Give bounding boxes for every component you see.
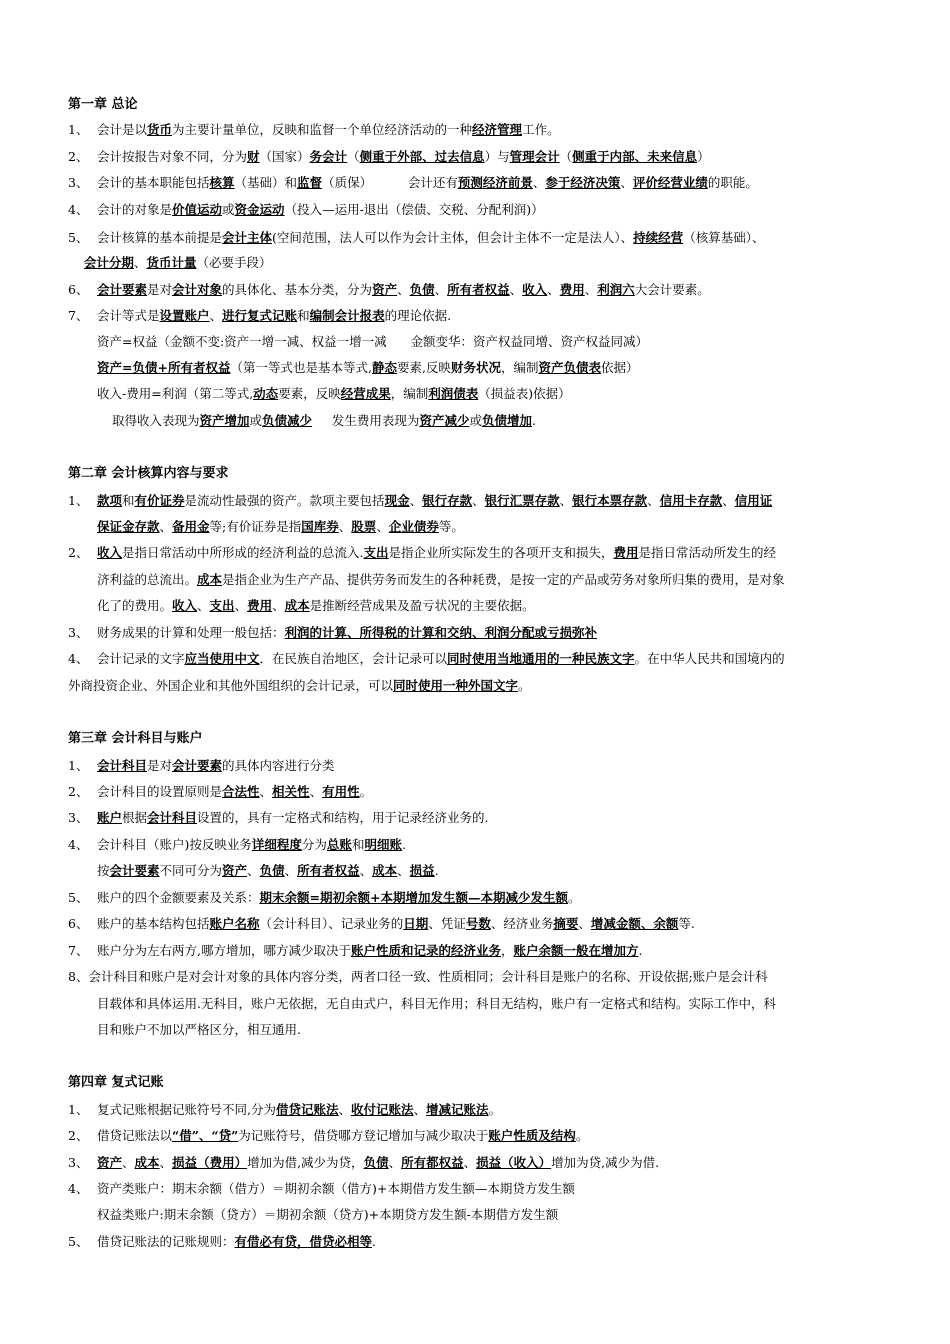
key-term: 款项 xyxy=(97,493,123,508)
text-run: . xyxy=(434,863,439,878)
paragraph-line xyxy=(97,596,535,616)
key-term: 支出 xyxy=(209,598,235,613)
text-run: 分为 xyxy=(301,837,327,852)
chapter-title: 第三章 会计科目与账户 xyxy=(68,731,203,746)
key-term: 负债增加 xyxy=(481,413,532,428)
key-term: 日期 xyxy=(403,916,429,931)
key-term: 详细程度 xyxy=(251,837,302,852)
key-term: 损益（收入） xyxy=(476,1155,552,1170)
paragraph-line xyxy=(68,120,560,140)
paragraph-line xyxy=(97,861,439,881)
text-run: 借贷记账法的记账规则： xyxy=(97,1234,235,1249)
key-term: 静态 xyxy=(371,360,397,375)
text-run: 、 xyxy=(397,282,410,297)
text-run: 会计科目（账户)按反映业务 xyxy=(97,837,252,852)
text-run: 或 xyxy=(222,202,235,217)
text-run: 、 xyxy=(376,519,389,534)
text-run: 。 xyxy=(567,890,581,905)
text-run: 、 xyxy=(247,863,260,878)
text-run: 要素,反映 xyxy=(396,360,451,375)
text-run: 是流动性最强的资产。款项主要包括 xyxy=(184,493,385,508)
text-run: 资产类账户：期末余额（借方）＝期初余额（借方)+本期借方发生额—本期贷方发生额 xyxy=(97,1181,575,1196)
text-run: 的具体化、基本分类，分为 xyxy=(222,282,373,297)
paragraph-line xyxy=(68,491,772,511)
text-run: （国家） xyxy=(259,149,310,164)
text-run: （会计科目）、记录业务的 xyxy=(259,916,404,931)
text-run: 、 xyxy=(159,519,173,534)
text-run: 是指企业为生产产品、提供劳务而发生的各种耗费，是按一定的产品或劳务对象所归集的费用，是对象 xyxy=(222,572,785,587)
text-run: . xyxy=(531,413,536,428)
text-run: 和 xyxy=(351,837,365,852)
key-term: 资金运动 xyxy=(234,202,285,217)
text-run: （核算基础）、 xyxy=(683,230,765,245)
text-run: 或 xyxy=(249,413,263,428)
text-run: 收入-费用=利润（第二等式, xyxy=(97,386,254,401)
key-term: 收入 xyxy=(522,282,548,297)
text-run: 大会计要素。 xyxy=(634,282,710,297)
paragraph-line xyxy=(97,358,639,378)
text-run: 依据） xyxy=(600,360,639,375)
item-number: 4、 xyxy=(68,202,89,217)
paragraph-line xyxy=(97,332,648,352)
text-run: 。 xyxy=(575,1128,589,1143)
key-term: 负债 xyxy=(259,863,285,878)
text-run: ．在民族自治地区，会计记录可以 xyxy=(259,651,448,666)
text-run xyxy=(68,255,84,270)
text-run: 复式记账根据记账符号不同,分为 xyxy=(97,1102,276,1117)
key-term: 备用金 xyxy=(172,519,210,534)
text-run: . xyxy=(638,943,643,958)
key-term: 进行复式记账 xyxy=(222,308,298,323)
key-term: 会计要素 xyxy=(97,282,148,297)
key-term: 负债 xyxy=(409,282,435,297)
key-term: 银行汇票存款 xyxy=(484,493,560,508)
text-run: 。 xyxy=(359,784,373,799)
key-term: 损益 xyxy=(409,863,435,878)
chapter-title: 第四章 复式记账 xyxy=(68,1075,164,1090)
item-number: 2、 xyxy=(68,1128,89,1143)
text-run: 会计按报告对象不同，分为 xyxy=(97,149,248,164)
paragraph-line xyxy=(68,1179,575,1199)
item-number: 5、 xyxy=(68,890,89,905)
paragraph-line xyxy=(68,280,710,300)
key-term: 会计对象 xyxy=(172,282,223,297)
item-number: 4、 xyxy=(68,837,89,852)
key-term: 资产 xyxy=(222,863,248,878)
paragraph-line xyxy=(97,1205,558,1225)
text-run: 账户的四个金额要素及关系： xyxy=(97,890,260,905)
key-term: 经济管理 xyxy=(472,122,523,137)
text-run: 、 xyxy=(722,493,735,508)
key-term: 信用证 xyxy=(734,493,773,508)
key-term: 侧重于外部、过去信息 xyxy=(359,149,485,164)
key-term: 会计要素 xyxy=(172,758,223,773)
text-run: 的理论依据. xyxy=(384,308,452,323)
item-number: 2、 xyxy=(68,149,89,164)
key-term: 侧重于内部、未来信息 xyxy=(572,149,698,164)
text-run: 是指日常活动中所形成的经济利益的总流入. xyxy=(122,545,364,560)
text-run: 。 xyxy=(488,1102,502,1117)
text-run: 增加为贷,减少为借. xyxy=(551,1155,660,1170)
key-term: 动态 xyxy=(253,386,279,401)
text-run: （基础）和 xyxy=(234,175,298,190)
text-run: . xyxy=(372,1234,377,1249)
item-number: 6、 xyxy=(68,282,89,297)
key-term: 银行存款 xyxy=(422,493,473,508)
text-run: 目和账户不加以严格区分，相互通用. xyxy=(97,1022,301,1037)
text-run: ，编制 xyxy=(500,360,539,375)
paragraph-line xyxy=(68,1100,501,1120)
paragraph-line xyxy=(97,1020,301,1040)
paragraph-line xyxy=(68,782,372,802)
text-run: 、 xyxy=(122,1155,135,1170)
key-term: 摘要 xyxy=(553,916,579,931)
text-run: 是指企业所实际发生的各项开支和损失， xyxy=(388,545,614,560)
key-term: 成本 xyxy=(134,1155,160,1170)
text-run: 会计是以 xyxy=(97,122,148,137)
text-run: 、 xyxy=(532,175,546,190)
key-term: 资产减少 xyxy=(419,413,470,428)
key-term: 财 xyxy=(247,149,260,164)
text-run: 会计科目的设置原则是 xyxy=(97,784,223,799)
key-term: 预测经济前景 xyxy=(457,175,533,190)
item-number: 1、 xyxy=(68,1102,89,1117)
text-run: 要素，反映 xyxy=(278,386,341,401)
paragraph-line xyxy=(68,835,406,855)
text-run: ） xyxy=(697,149,710,164)
key-term: 费用 xyxy=(559,282,585,297)
paragraph-line xyxy=(97,570,785,590)
text-run: (空间范围，法人可以作为会计主体，但会计主体不一定是法人）、 xyxy=(272,230,634,245)
paragraph-line xyxy=(97,384,571,404)
text-run: 、 xyxy=(197,598,210,613)
text-run: 、 xyxy=(413,1102,427,1117)
key-term: 增减记账法 xyxy=(426,1102,489,1117)
paragraph-line xyxy=(68,200,544,220)
text-run: . xyxy=(401,837,406,852)
key-term: 账户名称 xyxy=(209,916,260,931)
paragraph-line xyxy=(68,1153,659,1173)
text-run: 。在中华人民共和国境内的 xyxy=(634,651,785,666)
paragraph-line xyxy=(68,649,785,669)
text-run: 财务成果的计算和处理一般包括： xyxy=(97,625,285,640)
text-run: 、 xyxy=(359,863,373,878)
key-term: 编制会计报表 xyxy=(309,308,385,323)
text-run: 资产=权益（金额不变:资产一增一减、权益一增一减 金额变华：资产权益同增、资产权益同减） xyxy=(97,334,649,349)
paragraph-line xyxy=(68,756,335,776)
chapter-title: 第一章 总论 xyxy=(68,97,138,112)
key-term: 合法性 xyxy=(222,784,260,799)
key-term: 号数 xyxy=(465,916,491,931)
text-run: 、 xyxy=(509,282,523,297)
text-run: ）与 xyxy=(484,149,510,164)
text-run: 为主要计量单位，反映和监督一个单位经济活动的一种 xyxy=(172,122,473,137)
item-number: 6、 xyxy=(68,916,89,931)
text-run: 工作。 xyxy=(522,122,560,137)
text-run: 等。 xyxy=(438,519,464,534)
key-term: 总账 xyxy=(326,837,352,852)
paragraph-line xyxy=(68,676,531,696)
text-run: 是对 xyxy=(147,758,173,773)
text-run: 、 xyxy=(259,784,273,799)
key-term: 股票 xyxy=(351,519,377,534)
text-run: （ xyxy=(347,149,360,164)
text-run: 、 xyxy=(472,493,485,508)
key-term: 企业债券 xyxy=(388,519,439,534)
text-run: 、 xyxy=(463,1155,477,1170)
key-term: 银行本票存款 xyxy=(572,493,648,508)
text-run: （必要手段） xyxy=(196,255,272,270)
paragraph-line xyxy=(68,967,768,987)
text-run: （质保） 会计还有 xyxy=(322,175,458,190)
text-run: 、经济业务 xyxy=(490,916,554,931)
key-term: 增减金额、余额 xyxy=(590,916,679,931)
key-term: 货币计量 xyxy=(146,255,197,270)
item-number: 3、 xyxy=(68,810,89,825)
text-run: 账户的基本结构包括 xyxy=(97,916,210,931)
key-term: 保证金存款 xyxy=(97,519,160,534)
text-run: 、 xyxy=(647,493,660,508)
text-run: 会计等式是 xyxy=(97,308,160,323)
key-term: 期末余额=期初余额+本期增加发生额—本期减少发生额 xyxy=(259,890,568,905)
item-number: 1、 xyxy=(68,758,89,773)
paragraph-line xyxy=(68,173,758,193)
text-run: 和 xyxy=(297,308,310,323)
key-term: 会计要素 xyxy=(109,863,160,878)
key-term: 明细账 xyxy=(364,837,402,852)
item-number: 5、 xyxy=(68,230,89,245)
paragraph-line xyxy=(68,888,580,908)
text-run: 账户分为左右两方,哪方增加，哪方减少取决于 xyxy=(97,943,351,958)
key-term: 经营成果 xyxy=(340,386,391,401)
paragraph-line xyxy=(68,306,451,326)
item-number: 1、 xyxy=(68,122,89,137)
key-term: 评价经营业绩 xyxy=(632,175,708,190)
text-run: 或 xyxy=(469,413,482,428)
text-run: 济利益的总流出。 xyxy=(97,572,198,587)
key-term: 同时使用一种外国文字 xyxy=(393,678,519,693)
key-term: 同时使用当地通用的一种民族文字 xyxy=(447,651,635,666)
key-term: 现金 xyxy=(384,493,410,508)
text-run: ， xyxy=(501,943,514,958)
key-term: 收入 xyxy=(172,598,198,613)
text-run: 的职能。 xyxy=(707,175,758,190)
item-number: 4、 xyxy=(68,651,89,666)
text-run: （ xyxy=(559,149,573,164)
paragraph-line xyxy=(68,228,764,248)
text-run: 目载体和具体运用.无科目，账户无依据，无自由式户，科目无作用；科目无结构，账户有一定格式和结构。实际工作中，科 xyxy=(97,996,776,1011)
key-term: 持续经营 xyxy=(633,230,684,245)
key-term: 收付记账法 xyxy=(351,1102,414,1117)
key-term: 价值运动 xyxy=(172,202,223,217)
key-term: 账户性质及结构 xyxy=(488,1128,576,1143)
text-run: 、 xyxy=(338,519,352,534)
item-number: 3、 xyxy=(68,1155,89,1170)
paragraph-line xyxy=(68,941,643,961)
key-term: 损益（费用） xyxy=(172,1155,248,1170)
item-number: 4、 xyxy=(68,1181,89,1196)
paragraph-line xyxy=(68,1126,588,1146)
key-term: 支出 xyxy=(363,545,389,560)
text-run: 、 xyxy=(388,1155,402,1170)
key-term: 账户性质和记录的经济业务 xyxy=(350,943,501,958)
paragraph-line xyxy=(68,543,776,563)
key-term: 负债 xyxy=(363,1155,389,1170)
item-number: 2、 xyxy=(68,545,89,560)
text-run: 权益类账户:期末余额（贷方）＝期初余额（贷方)+本期贷方发生额-本期借方发生额 xyxy=(97,1207,559,1222)
key-term: 利润六 xyxy=(597,282,635,297)
text-run: 根据 xyxy=(122,810,148,825)
key-term: 账户余额一般在增加方 xyxy=(513,943,639,958)
text-run: 等. xyxy=(678,916,695,931)
text-run: 会计记录的文字 xyxy=(97,651,185,666)
text-run: 、 xyxy=(584,282,598,297)
text-run: 、 xyxy=(620,175,633,190)
paragraph-line xyxy=(97,517,464,537)
text-run: 是对 xyxy=(147,282,173,297)
key-term: 会计科目 xyxy=(147,810,198,825)
text-run: （第一等式也是基本等式, xyxy=(230,360,372,375)
text-run: 、 xyxy=(397,863,410,878)
key-term: 费用 xyxy=(247,598,273,613)
text-run: 设置的，具有一定格式和结构，用于记录经济业务的. xyxy=(197,810,489,825)
text-run: 按 xyxy=(97,863,110,878)
text-run: 、 xyxy=(409,493,423,508)
text-run: 、 xyxy=(578,916,591,931)
text-run: 、 xyxy=(209,308,223,323)
text-run: 、 xyxy=(159,1155,173,1170)
key-term: 利润的计算、所得税的计算和交纳、利润分配或亏损弥补 xyxy=(284,625,598,640)
text-run: 取得收入表现为 xyxy=(112,413,200,428)
text-run: 会计核算的基本前提是 xyxy=(97,230,223,245)
text-run: 为记账符号，借贷哪方登记增加与减少取决于 xyxy=(238,1128,489,1143)
text-run: ，编制 xyxy=(390,386,429,401)
key-term: 借贷记账法 xyxy=(275,1102,339,1117)
key-term: 监督 xyxy=(297,175,323,190)
key-term: 成本 xyxy=(372,863,398,878)
text-run: 增加为借,减少为贷， xyxy=(247,1155,364,1170)
text-run: 、 xyxy=(547,282,560,297)
key-term: 设置账户 xyxy=(159,308,210,323)
item-number: 3、 xyxy=(68,175,89,190)
paragraph-line xyxy=(68,1232,376,1252)
text-run: 。 xyxy=(518,678,531,693)
text-run: （投入—运用-退出（偿债、交税、分配利润)） xyxy=(284,202,544,217)
key-term: 管理会计 xyxy=(509,149,560,164)
text-run: 外商投资企业、外国企业和其他外国组织的会计记录，可以 xyxy=(68,678,394,693)
text-run: 借贷记账法以 xyxy=(97,1128,173,1143)
chapter-title: 第二章 会计核算内容与要求 xyxy=(68,466,229,481)
key-term: 有借必有贷，借贷必相等 xyxy=(234,1234,373,1249)
key-term: 核算 xyxy=(209,175,235,190)
key-term: 会计主体 xyxy=(222,230,273,245)
text-run: 、 xyxy=(272,598,285,613)
text-run: 、 xyxy=(559,493,573,508)
key-term: 资产增加 xyxy=(199,413,250,428)
key-term: 会计科目 xyxy=(97,758,148,773)
key-term: 参于经济决策 xyxy=(545,175,621,190)
key-term: 负债减少 xyxy=(262,413,313,428)
key-term: 货币 xyxy=(147,122,173,137)
key-term: 信用卡存款 xyxy=(659,493,723,508)
key-term: 应当使用中文 xyxy=(184,651,260,666)
text-run: （损益表)依据） xyxy=(478,386,571,401)
paragraph-line xyxy=(68,623,597,643)
key-term: 所有者权益 xyxy=(447,282,510,297)
paragraph-line xyxy=(97,994,776,1014)
key-term: 资产 xyxy=(97,1155,123,1170)
text-run: 、 xyxy=(284,863,298,878)
key-term: 资产负债表 xyxy=(538,360,601,375)
key-term: 成本 xyxy=(284,598,310,613)
text-run: 发生费用表现为 xyxy=(312,413,420,428)
paragraph-line xyxy=(112,411,536,431)
key-term: 会计分期 xyxy=(83,255,134,270)
paragraph-line xyxy=(68,808,489,828)
item-number: 7、 xyxy=(68,943,89,958)
key-term: 有用性 xyxy=(322,784,360,799)
key-term: 有价证券 xyxy=(134,493,185,508)
text-run: 会计的基本职能包括 xyxy=(97,175,210,190)
item-number: 3、 xyxy=(68,625,89,640)
text-run: 会计的对象是 xyxy=(97,202,173,217)
key-term: 资产=负债+所有者权益 xyxy=(97,360,231,375)
key-term: 费用 xyxy=(613,545,639,560)
text-run: 、 xyxy=(309,784,323,799)
text-run: 、 xyxy=(133,255,147,270)
item-number: 1、 xyxy=(68,493,89,508)
text-run: 、 xyxy=(234,598,248,613)
key-term: 务会计 xyxy=(309,149,348,164)
key-term: 收入 xyxy=(97,545,123,560)
paragraph-line xyxy=(68,914,695,934)
key-term: 利润债表 xyxy=(428,386,479,401)
text-run: 化了的费用。 xyxy=(97,598,173,613)
text-run: 不同可分为 xyxy=(159,863,223,878)
text-run: 、凭证 xyxy=(428,916,466,931)
paragraph-line xyxy=(68,253,271,273)
text-run: 、 xyxy=(338,1102,352,1117)
text-run: 、 xyxy=(434,282,448,297)
text-run: 的具体内容进行分类 xyxy=(222,758,335,773)
text-run: 8、会计科目和账户是对会计对象的具体内容分类，两者口径一致、性质相同；会计科目是账户的名称、开设依据;账户是会计科 xyxy=(68,969,768,984)
key-term: 所有者权益 xyxy=(297,863,360,878)
item-number: 7、 xyxy=(68,308,89,323)
key-term: “借”、“贷” xyxy=(172,1128,239,1143)
key-term: 相关性 xyxy=(272,784,310,799)
key-term: 所有都权益 xyxy=(401,1155,464,1170)
paragraph-line xyxy=(68,147,710,167)
text-run: 是指日常活动所发生的经 xyxy=(638,545,777,560)
item-number: 5、 xyxy=(68,1234,89,1249)
text-run: 和 xyxy=(122,493,135,508)
key-term: 账户 xyxy=(97,810,123,825)
key-term: 国库券 xyxy=(301,519,339,534)
text-run: 是推断经营成果及盈亏状况的主要依据。 xyxy=(309,598,535,613)
key-term: 成本 xyxy=(197,572,223,587)
text-run: 等;有价证券是指 xyxy=(209,519,302,534)
key-term: 资产 xyxy=(372,282,398,297)
item-number: 2、 xyxy=(68,784,89,799)
bold-term: 财务状况 xyxy=(450,360,501,375)
